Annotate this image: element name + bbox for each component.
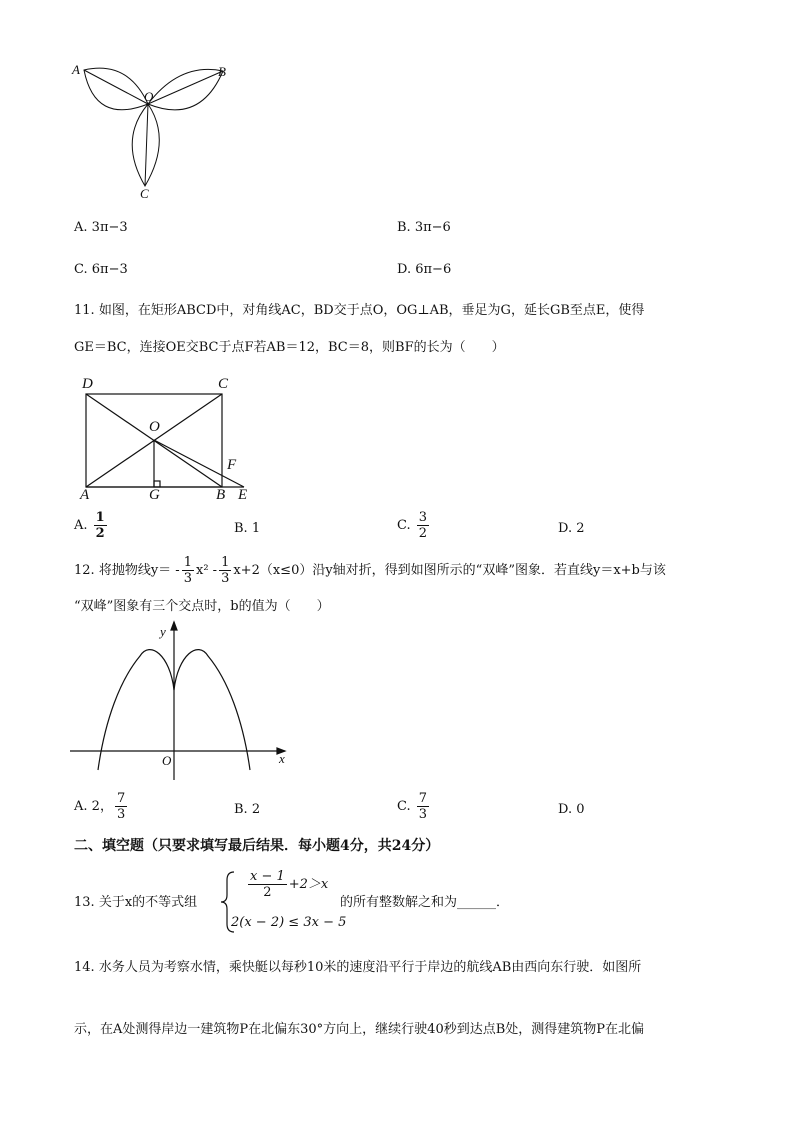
q12-option-b: B. 2	[234, 802, 261, 817]
q14-stem-line1: 14. 水务人员为考察水情，乘快艇以每秒10米的速度沿平行于岸边的航线AB由西向东行驶．如图所	[74, 960, 642, 975]
q14-stem-line2: 示，在A处测得岸边一建筑物P在北偏东30°方向上，继续行驶40秒到达点B处，测得建筑物P在北偏	[74, 1022, 645, 1037]
q12-option-d: D. 0	[558, 802, 585, 817]
q10-option-d: D. 6π−6	[397, 262, 452, 277]
q11-stem-line1: 11. 如图，在矩形ABCD中，对角线AC，BD交于点O，OG⊥AB，垂足为G，延长GB至点E，使得	[74, 303, 645, 318]
q13-inequality-row2: 2(x − 2) ≤ 3x − 5	[231, 915, 347, 930]
q11-option-b: B. 1	[234, 521, 261, 536]
point-label-b: B	[216, 487, 226, 503]
q12-option-a: A. 2， $\frac{7}{3}$	[74, 791, 126, 822]
q11-stem-line2: GE＝BC，连接OE交BC于点F若AB＝12，BC＝8，则BF的长为（ ）	[74, 340, 505, 355]
origin-label: O	[162, 753, 172, 768]
q13-inequality-row1: $\frac{x - 1}{2}$ +2＞x	[250, 869, 329, 900]
point-label-f: F	[227, 457, 237, 473]
q10-option-a: A. 3π−3	[74, 220, 128, 235]
point-label-o: O	[149, 419, 160, 435]
q13-stem-number: 13. 关于x的不等式组	[74, 895, 198, 910]
q12-stem-line1: 12. 将抛物线y＝ - $\frac{1}{3}$ x² - $\frac{1}{3}$ x+2（x≤0）沿y轴对折，得到如图所示的“双峰”图象．若直线y＝x+b与该	[74, 555, 666, 586]
point-label-e: E	[238, 487, 248, 503]
point-label-c: C	[218, 376, 229, 392]
point-label-a: A	[72, 62, 80, 77]
q10-option-c: C. 6π−3	[74, 262, 128, 277]
q12-option-c: C. $\frac{7}{3}$	[397, 791, 428, 822]
point-label-o: O	[144, 89, 154, 104]
q11-option-c: C. $\frac{3}{2}$	[397, 510, 428, 541]
q10-option-b: B. 3π−6	[397, 220, 451, 235]
q11-option-a: A. $\frac{1}{2}$	[74, 510, 105, 541]
section-heading: 二、填空题（只要求填写最后结果．每小题4分，共24分）	[74, 838, 440, 854]
q13-stem-tail: 的所有整数解之和为______．	[340, 895, 510, 910]
axis-label-x: x	[279, 751, 285, 766]
axis-label-y: y	[160, 624, 166, 639]
point-label-c: C	[140, 186, 149, 201]
q12-stem-line2: “双峰”图象有三个交点时，b的值为（ ）	[74, 599, 330, 614]
q11-option-d: D. 2	[558, 521, 585, 536]
point-label-b: B	[218, 64, 226, 79]
point-label-d: D	[82, 376, 93, 392]
point-label-a: A	[80, 487, 90, 503]
point-label-g: G	[149, 487, 160, 503]
